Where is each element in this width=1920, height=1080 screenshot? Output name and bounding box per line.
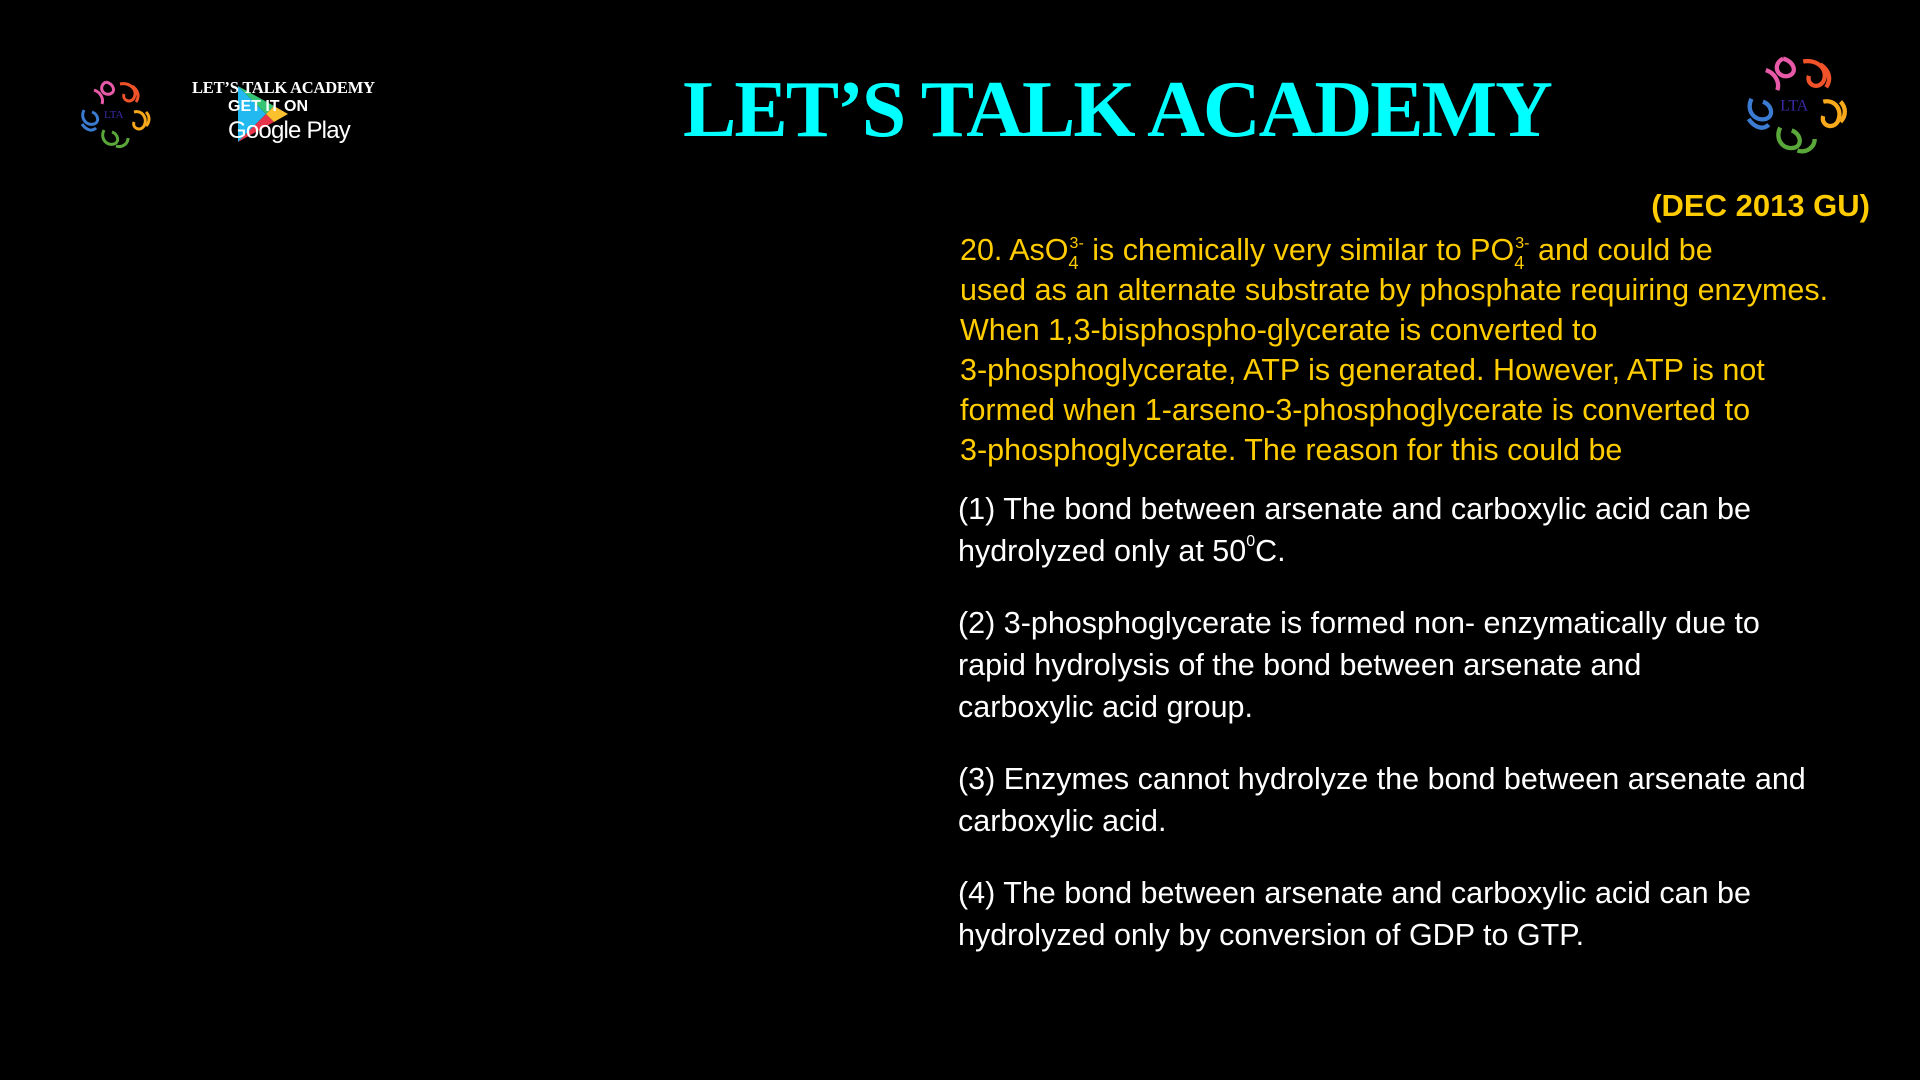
option-line: carboxylic acid. [958, 804, 1167, 838]
google-play-badge[interactable] [76, 76, 406, 158]
option-line: (3) Enzymes cannot hydrolyze the bond between arsenate and [958, 762, 1806, 796]
svg-text:LTA: LTA [1780, 97, 1809, 115]
question-line: used as an alternate substrate by phosphate requiring enzymes. [960, 273, 1829, 307]
question-line: 3-phosphoglycerate. The reason for this could be [960, 433, 1623, 467]
option-2[interactable] [958, 602, 1908, 728]
question-line: formed when 1-arseno-3-phosphoglycerate is converted to [960, 393, 1751, 427]
option-line: carboxylic acid group. [958, 690, 1253, 724]
arsenate-formula: AsO$_4^{3-}$ [1009, 233, 1084, 273]
question-number: 20. [960, 233, 1003, 267]
option-line: (2) 3-phosphoglycerate is formed non- enzymatically due to [958, 606, 1760, 640]
svg-text:LTA: LTA [104, 109, 124, 121]
lta-protein-logo-icon [76, 76, 154, 154]
option-line: rapid hydrolysis of the bond between arsenate and [958, 648, 1642, 682]
answer-options [958, 488, 1908, 986]
lta-protein-logo-icon [1740, 50, 1852, 162]
option-line: (1) The bond between arsenate and carboxylic acid can be [958, 492, 1751, 526]
option-line: (4) The bond between arsenate and carboxylic acid can be [958, 876, 1751, 910]
badge-get-it-on: GET IT ON [228, 98, 308, 115]
badge-brand-text: LET’S TALK ACADEMY [192, 78, 375, 97]
page-title: LET’S TALK ACADEMY [683, 66, 1551, 154]
option-line: hydrolyzed only by conversion of GDP to GTP. [958, 918, 1585, 952]
question-line: When 1,3-bisphospho-glycerate is converted to [960, 313, 1598, 347]
option-3[interactable] [958, 758, 1908, 842]
question-line: 3-phosphoglycerate, ATP is generated. However, ATP is not [960, 353, 1765, 387]
badge-store-name: Google Play [228, 117, 350, 144]
option-1[interactable] [958, 488, 1908, 572]
question-line: 20. AsO$_4^{3-}$ is chemically very similar to $PO_4^{3-}$ and could be [960, 233, 1713, 273]
question-stem [960, 230, 1910, 470]
phosphate-formula: $_4^{3-}$ [1514, 235, 1530, 273]
option-4[interactable] [958, 872, 1908, 956]
option-line: hydrolyzed only at $50^0C$. [958, 532, 1286, 568]
question-source: (DEC 2013 GU) [1651, 188, 1870, 223]
